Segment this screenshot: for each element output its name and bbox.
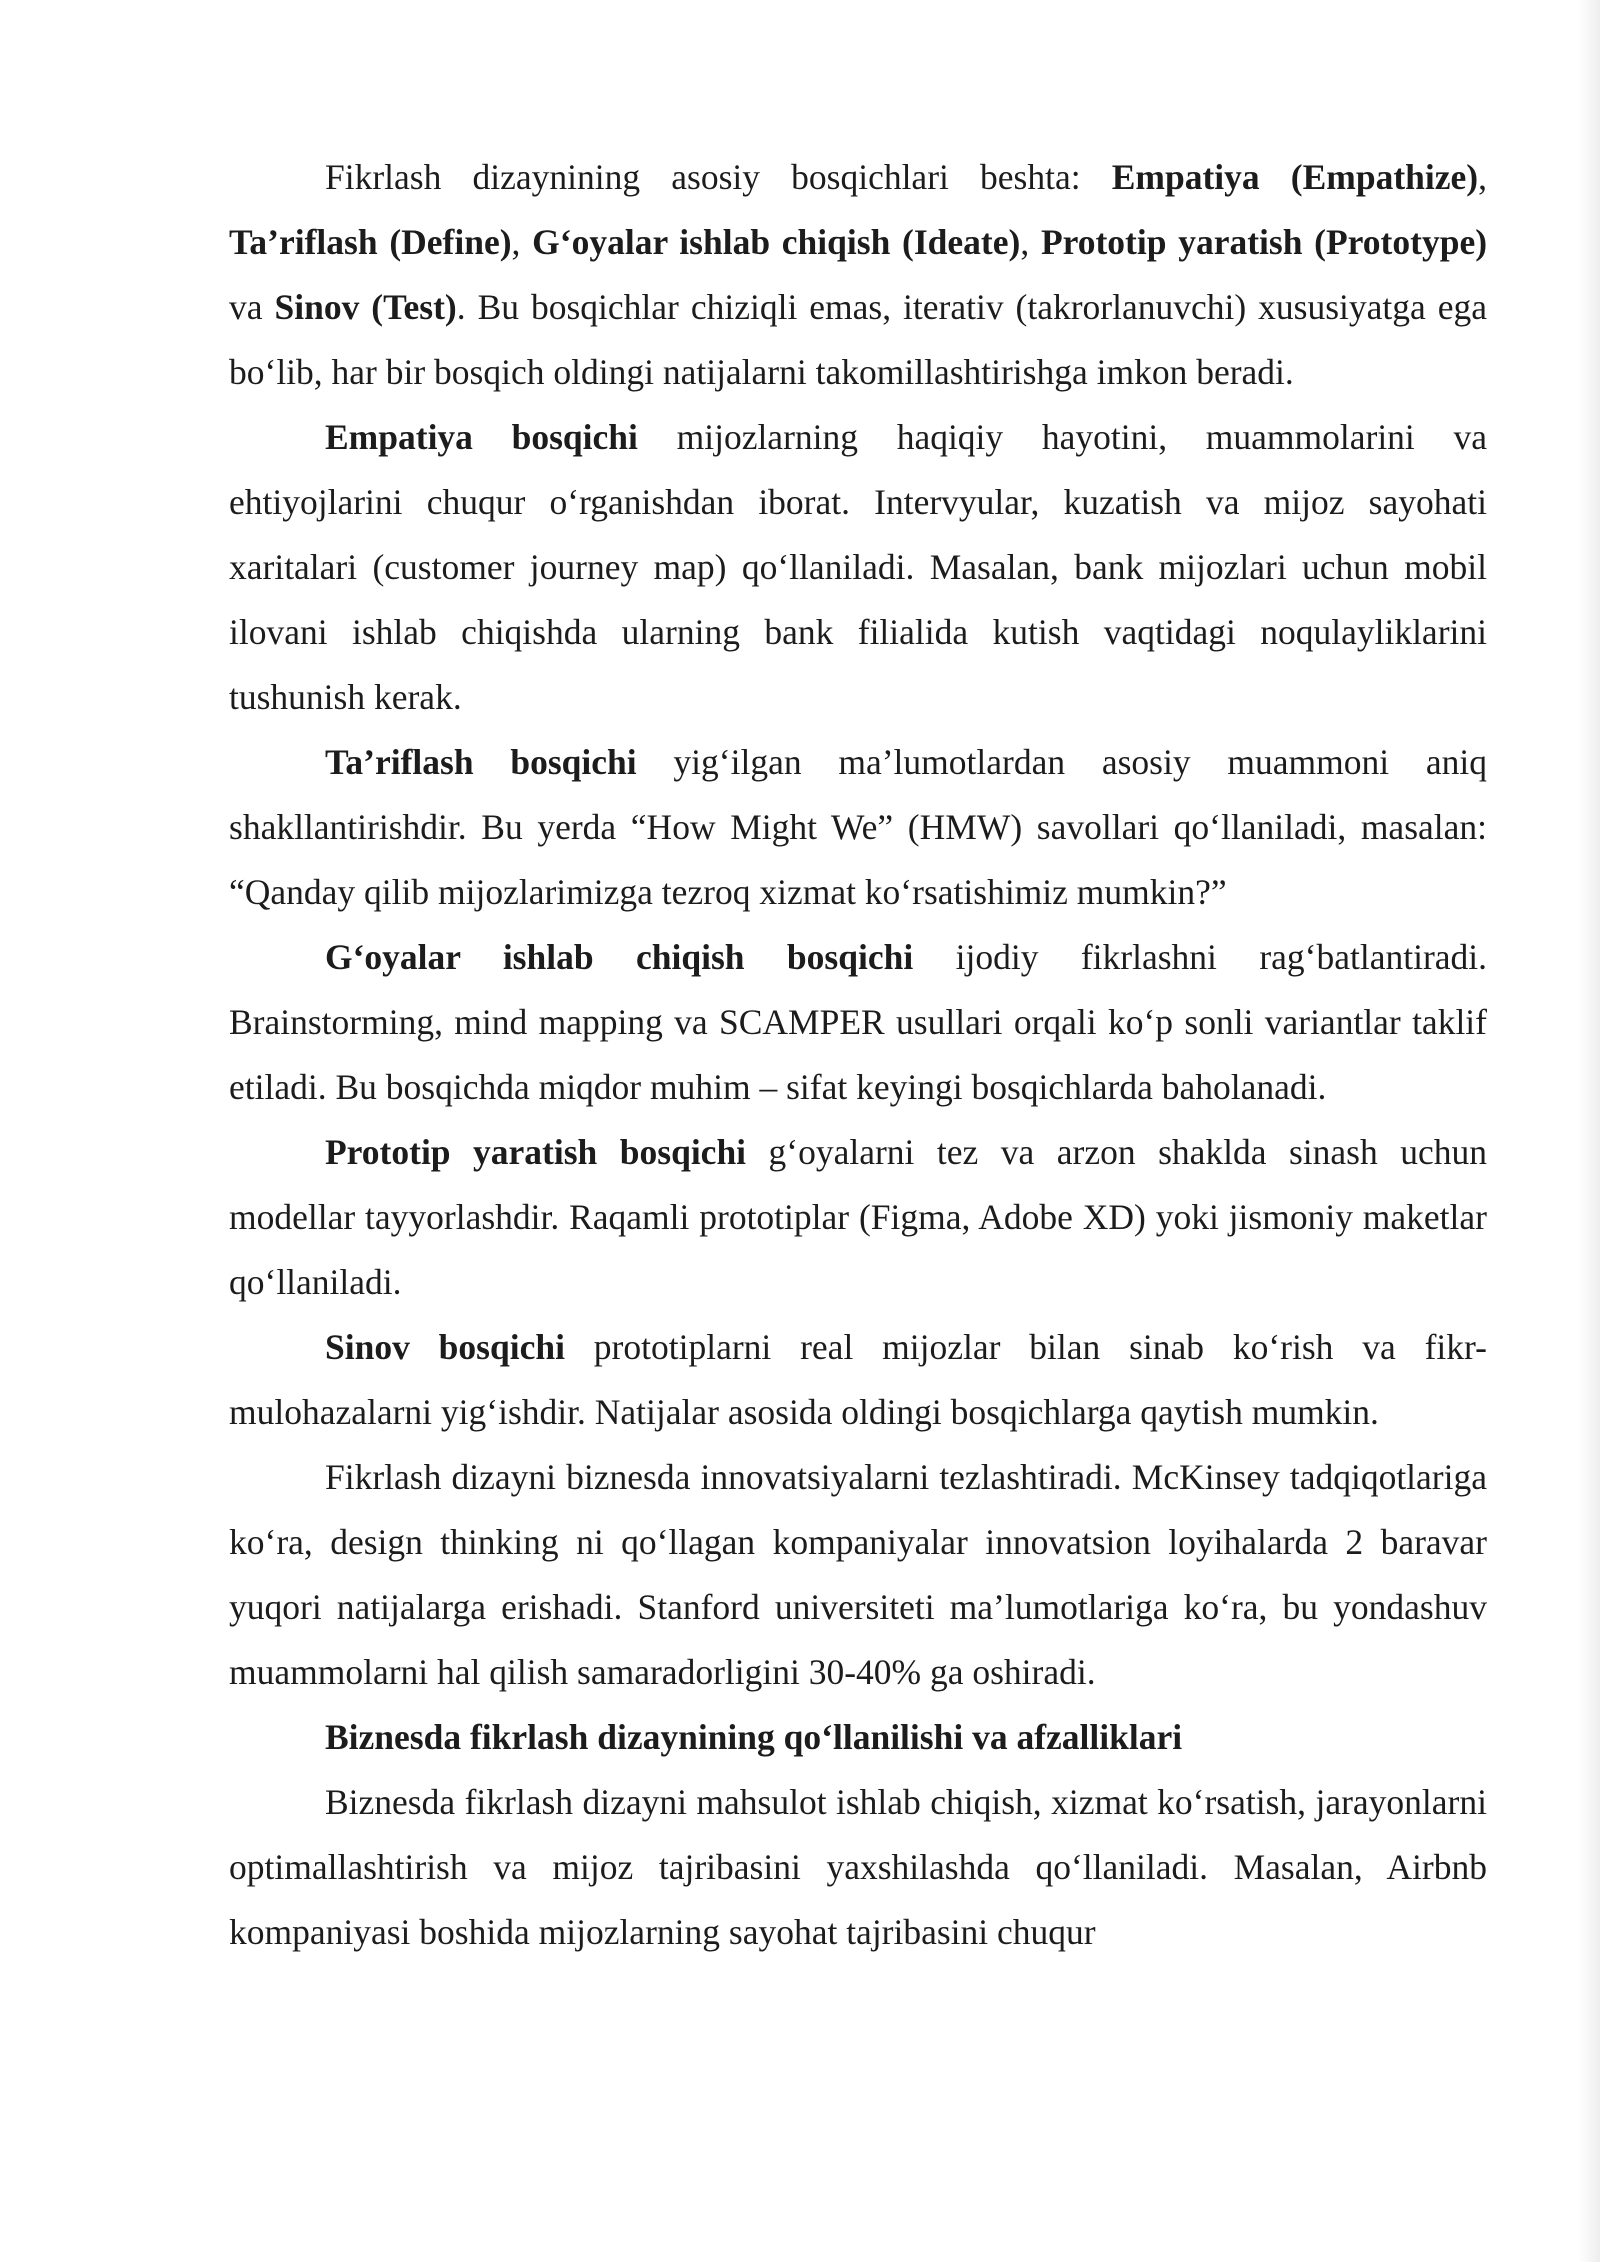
text-run: yig‘ilgan ma’lumotlardan asosiy muammoni aniq shakllantirishdir. Bu yerda “How Might We” (HMW) savollari qo‘llaniladi, masalan: “Qanday qilib mijozlarimizga tezroq xizmat ko‘rsatishimiz mumkin?” xyxy=(229,742,1487,912)
bold-term: Sinov (Test) xyxy=(274,287,457,327)
text-run: prototiplarni real mijozlar bilan sinab ko‘rish va fikr-mulohazalarni yig‘ishdir. Natijalar asosida oldingi bosqichlarga qaytish mumkin. xyxy=(229,1327,1487,1432)
text-run: Fikrlash dizaynining asosiy bosqichlari beshta: xyxy=(325,157,1112,197)
bold-term: Empatiya bosqichi xyxy=(325,417,638,457)
bold-term: Biznesda fikrlash dizaynining qo‘llanilishi va afzalliklari xyxy=(325,1717,1183,1757)
bold-term: G‘oyalar ishlab chiqish bosqichi xyxy=(325,937,914,977)
paragraph-define-stage xyxy=(229,730,1487,925)
text-run: , xyxy=(1020,222,1041,262)
text-run: mijozlarning haqiqiy hayotini, muammolarini va ehtiyojlarini chuqur o‘rganishdan iborat. Intervyular, kuzatish va mijoz sayohati xaritalari (customer journey map) qo‘llaniladi. Masalan, bank mijozlari uchun mobil ilovani ishlab chiqishda ularning bank filialida kutish vaqtidagi noqulayliklarini tushunish kerak. xyxy=(229,417,1487,717)
document-body xyxy=(229,145,1487,1965)
text-run: Fikrlash dizayni biznesda innovatsiyalarni tezlashtiradi. McKinsey tadqiqotlariga ko‘ra, design thinking ni qo‘llagan kompaniyalar innovatsion loyihalarda 2 baravar yuqori natijalarga erishadi. Stanford universiteti ma’lumotlariga ko‘ra, bu yondashuv muammolarni hal qilish samaradorligini 30-40% ga oshiradi. xyxy=(229,1457,1487,1692)
page-edge-shadow xyxy=(1578,0,1600,2262)
text-run: , xyxy=(1478,157,1487,197)
text-run: Biznesda fikrlash dizayni mahsulot ishlab chiqish, xizmat ko‘rsatish, jarayonlarni optimallashtirish va mijoz tajribasini yaxshilashda qo‘llaniladi. Masalan, Airbnb kompaniyasi boshida mijozlarning sayohat tajribasini chuqur xyxy=(229,1782,1487,1952)
text-run: va xyxy=(229,287,275,327)
bold-term: Empatiya (Empathize) xyxy=(1111,157,1479,197)
bold-term: Prototip yaratish bosqichi xyxy=(325,1132,747,1172)
text-run: , xyxy=(511,222,533,262)
bold-term: Ta’riflash bosqichi xyxy=(325,742,637,782)
section-heading-business-application xyxy=(229,1705,1487,1770)
paragraph-design-thinking-stages xyxy=(229,145,1487,405)
bold-term: G‘oyalar ishlab chiqish (Ideate) xyxy=(532,222,1021,262)
text-run: g‘oyalarni tez va arzon shaklda sinash uchun modellar tayyorlashdir. Raqamli prototiplar (Figma, Adobe XD) yoki jismoniy maketlar qo‘llaniladi. xyxy=(229,1132,1487,1302)
bold-term: Sinov bosqichi xyxy=(325,1327,565,1367)
paragraph-empathy-stage xyxy=(229,405,1487,730)
paragraph-innovation-impact xyxy=(229,1445,1487,1705)
paragraph-test-stage xyxy=(229,1315,1487,1445)
bold-term: Prototip yaratish (Prototype) xyxy=(1040,222,1488,262)
text-run: ijodiy fikrlashni rag‘batlantiradi. Brainstorming, mind mapping va SCAMPER usullari orqali ko‘p sonli variantlar taklif etiladi. Bu bosqichda miqdor muhim – sifat keyingi bosqichlarda baholanadi. xyxy=(229,937,1488,1107)
paragraph-prototype-stage xyxy=(229,1120,1487,1315)
text-run: . Bu bosqichlar chiziqli emas, iterativ (takrorlanuvchi) xususiyatga ega bo‘lib, har bir bosqich oldingi natijalarni takomillashtirishga imkon beradi. xyxy=(229,287,1488,392)
bold-term: Ta’riflash (Define) xyxy=(229,222,512,262)
paragraph-business-application xyxy=(229,1770,1487,1965)
paragraph-ideate-stage xyxy=(229,925,1487,1120)
